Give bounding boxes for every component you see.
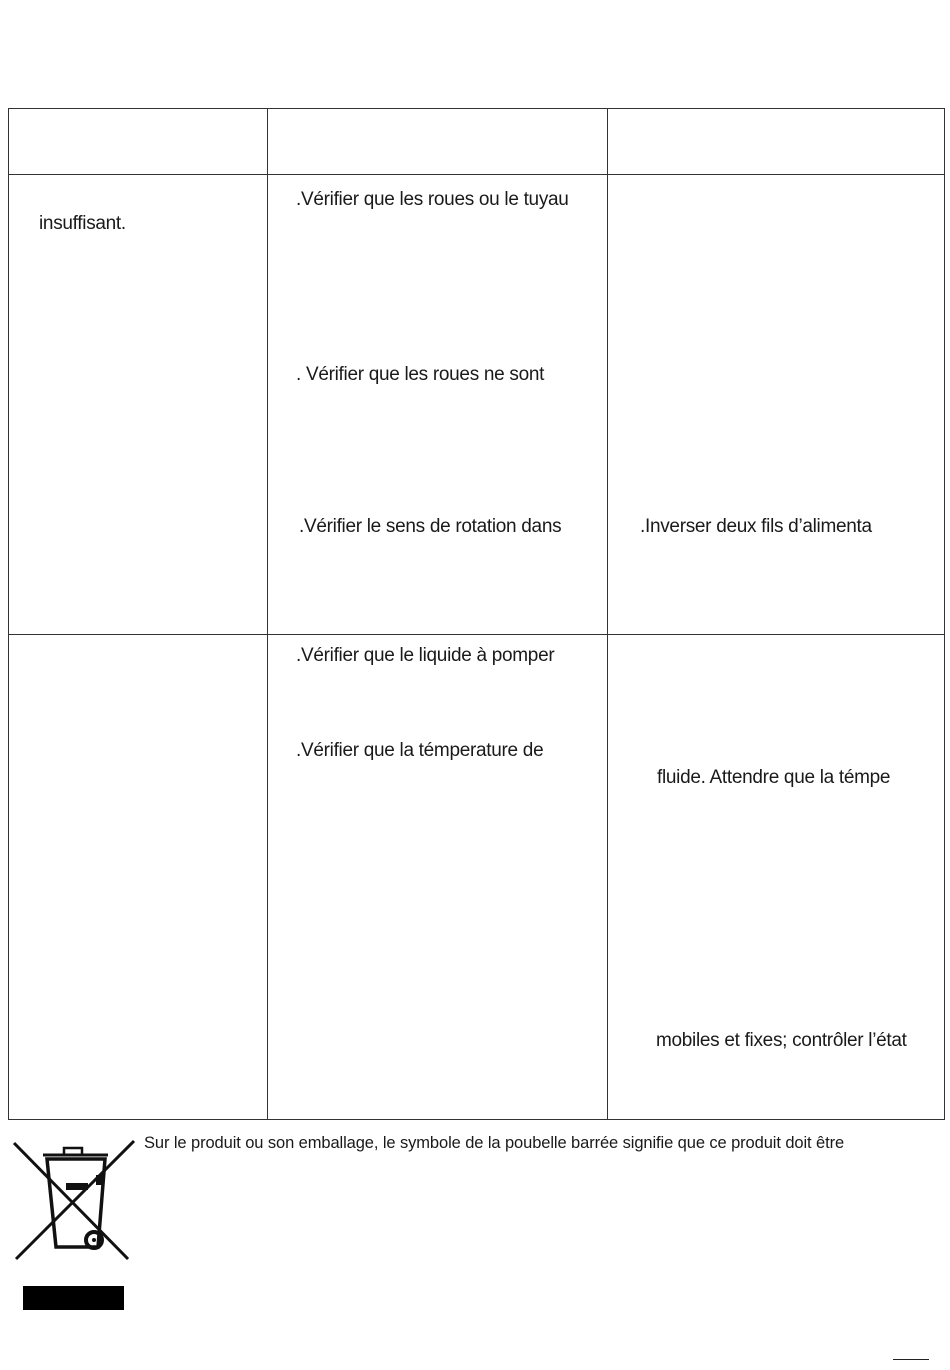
header-row-divider xyxy=(9,174,944,175)
row1-check-2: . Vérifier que les roues ne sont xyxy=(296,364,545,385)
column-divider-1 xyxy=(267,109,268,1119)
row2-remedy-1: fluide. Attendre que la témpe xyxy=(657,767,891,788)
row2-remedy-2: mobiles et fixes; contrôler l’état xyxy=(656,1030,907,1051)
row-divider xyxy=(9,634,944,635)
row1-check-1: .Vérifier que les roues ou le tuyau xyxy=(296,189,569,210)
page-number-underline xyxy=(893,1359,929,1360)
disposal-notice: Sur le produit ou son emballage, le symbole de la poubelle barrée signifie que ce produit doit être xyxy=(144,1134,845,1152)
row1-cause-text: insuffisant. xyxy=(39,213,126,234)
row1-check-3: .Vérifier le sens de rotation dans xyxy=(299,516,562,537)
column-divider-2 xyxy=(607,109,608,1119)
row2-check-2: .Vérifier que la témperature de xyxy=(296,740,544,761)
crossed-out-wheelie-bin-icon xyxy=(10,1135,138,1315)
troubleshooting-table xyxy=(8,108,945,1120)
row1-remedy-1: .Inverser deux fils d’alimenta xyxy=(640,516,872,537)
row2-check-1: .Vérifier que le liquide à pomper xyxy=(296,645,555,666)
